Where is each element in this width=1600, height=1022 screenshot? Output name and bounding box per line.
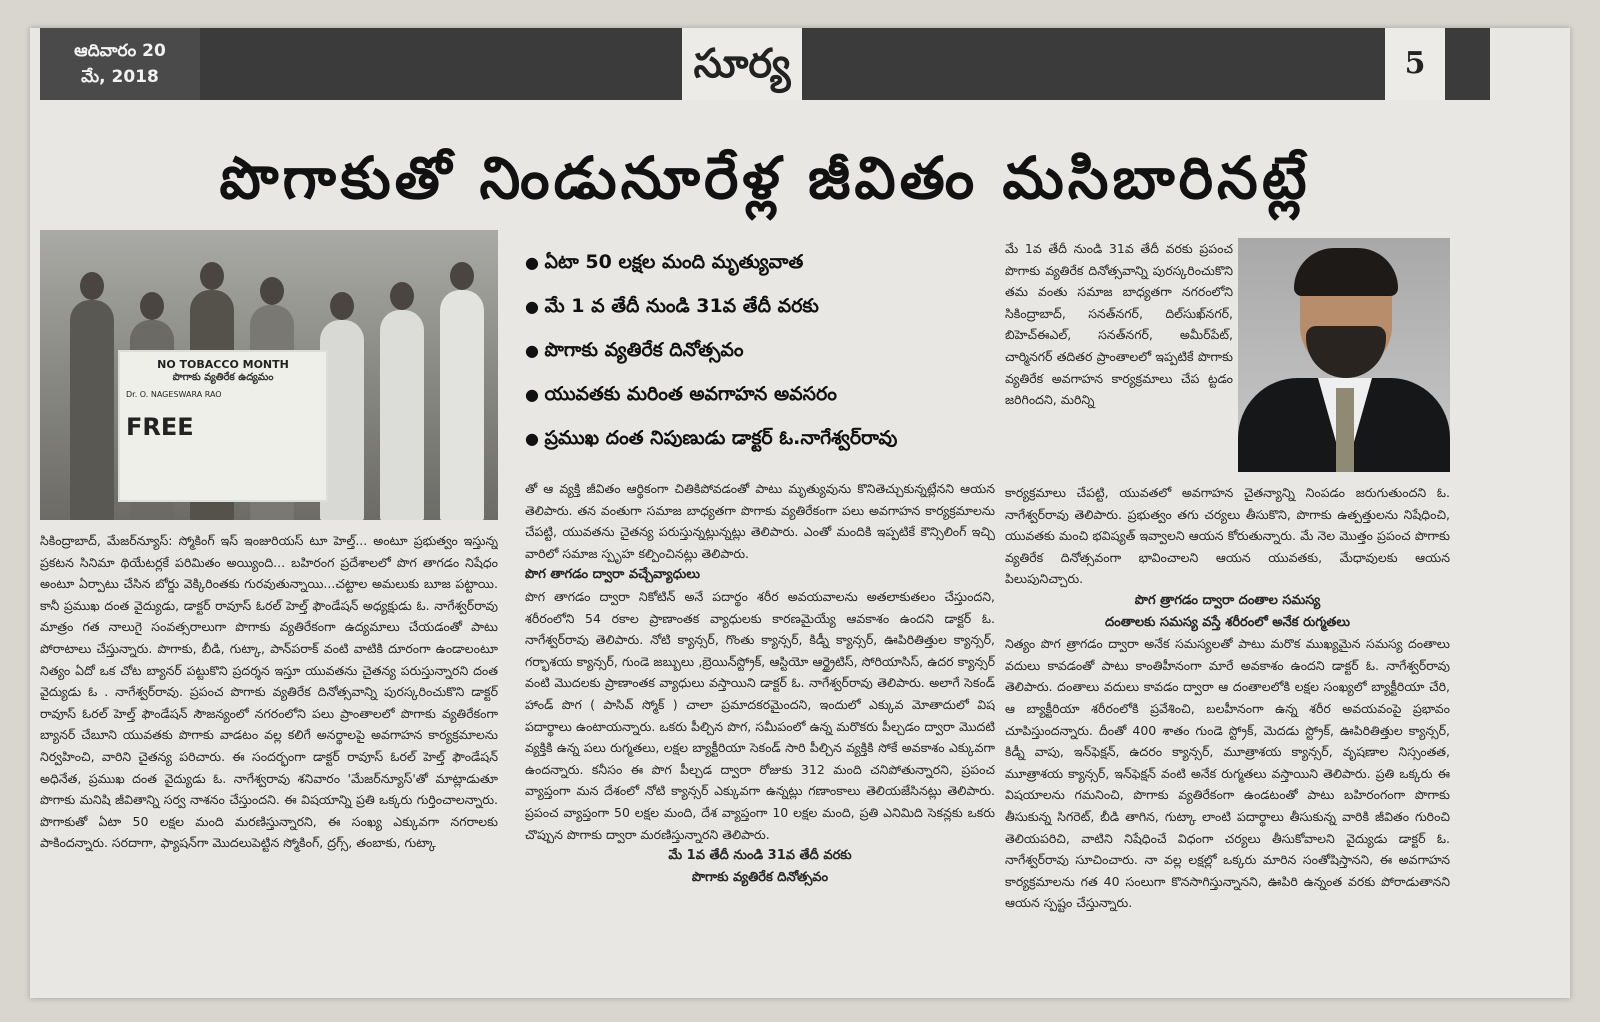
photo-person — [380, 310, 424, 520]
bullet-item: ● ప్రముఖ దంత నిపుణుడు డాక్టర్ ఓ.నాగేశ్వర్‌రావు — [525, 416, 995, 460]
bullet-item: ● పొగాకు వ్యతిరేక దినోత్సవం — [525, 328, 995, 372]
article-column-1 — [40, 530, 498, 970]
article-column-2 — [525, 478, 995, 970]
newspaper-logo: సూర్య — [682, 28, 802, 100]
page-number: 5 — [1385, 28, 1445, 100]
section-subheading: పొగ త్రాగడం ద్వారా దంతాల సమస్య — [1134, 592, 1321, 608]
article-paragraph: నిత్యం పొగ త్రాగడం ద్వారా అనేక సమస్యలతో పాటు మరొక ముఖ్యమైన సమస్య దంతాలు వదులు కావడంతో పాటు కాంతిహీనంగా మారే అవకాశం ఉందని డాక్టర్ ఓ. నాగేశ్వర్‌రావు తెలిపారు. దంతాలు వదులు కావడం ద్వారా ఆ దంతాలలోకి లక్షల సంఖ్యలో బ్యాక్టీరియా చేరి, ఆ బ్యాక్టీరియా శరీరంలోకి ప్రవేశించి, బలహీనంగా ఉన్న శరీర అవయవంపై ప్రభావం చూపిస్తుందన్నారు. దీంతో 400 శాతం గుండె స్ట్రోక్, మెదడు స్ట్రోక్, ఊపిరితిత్తుల క్యాన్సర్, కిడ్నీ వాపు, ఇన్‌ఫెక్షన్, ఉదరం క్యాన్సర్, మూత్రాశయ క్యాన్సర్, వృషణాల నిస్సంతత, మూత్రాశయ క్యాన్సర్, ఇన్‌ఫెక్షన్ వంటి అనేక రుగ్మతలు వస్తాయిని తెలిపారు. ప్రతి ఒక్కరు ఈ విషయాలను గమనించి, పొగాకు వ్యతిరేకంగా ఉండటంతో పాటు బహిరంగంగా పొగాకు తీసుకున్న సిగరెట్, బీడి తాగిన, గుట్కా లాంటి పదార్థాలు తీసుకున్న వారికి జీవితం గురించి తెలియపరిచి, వాటిని నిషేధించే విధంగా చర్యలు తీసుకోవాలని వైద్యుడు డాక్టర్ ఓ. నాగేశ్వర్‌రావు సూచించారు. నా వల్ల లక్షల్లో ఒక్కరు మారిన సంతోషిస్తానని, ఈ అవగాహన కార్యక్రమాలను గత 40 సంలుగా కొనసాగిస్తున్నానని, ఊపిరి ఉన్నంత వరకు పోరాడుతానని ఆయన స్పష్టం చేస్తున్నారు. — [1005, 636, 1450, 911]
highlight-bullets — [525, 240, 995, 470]
masthead-month-year: మే, 2018 — [81, 67, 159, 87]
headline: పొగాకుతో నిండునూరేళ్ల జీవితం మసిబారినట్లే — [219, 144, 1311, 212]
article-paragraph: మే 1వ తేదీ నుండి 31వ తేదీ వరకు ప్రపంచ పొగాకు వ్యతిరేక దినోత్సవాన్ని పురస్కరించుకొని తమ వంతు సమాజ బాధ్యతగా నగరంలోని సికింద్రాబాద్, సనత్‌నగర్, దిల్‌సుఖ్‌నగర్, బిహెచ్‌ఈఎల్, సనత్‌నగర్, అమీర్‌పేట్, చార్మినగర్ తదితర ప్రాంతాలలో ఇప్పటికే పొగాకు వ్యతిరేక అవగాహన కార్యక్రమాలు చేప ట్టడం జరిగిందని, మరిన్ని — [1005, 241, 1233, 408]
doctor-portrait — [1238, 238, 1450, 472]
group-photo — [40, 230, 498, 520]
banner-title: NO TOBACCO MONTH — [157, 358, 289, 371]
photo-person — [70, 300, 114, 520]
box-heading: పొగాకు వ్యతిరేక దినోత్సవం — [691, 869, 829, 885]
article-paragraph: పొగ తాగడం ద్వారా నికోటిన్ అనే పదార్థం శరీర అవయవాలను అతలాకుతలం చేస్తుందని, శరీరంలోని 54 రకాల ప్రాణాంతక వ్యాధులకు కారణమైయ్యే ఆవకాశం ఉందని డాక్టర్ ఓ. నాగేశ్వర్‌రావు తెలిపారు. నోటి క్యాన్సర్, గొంతు క్యాన్సర్, కిడ్నీ క్యాన్సర్, ఊపిరితిత్తుల క్యాన్సర్, గర్భాశయ క్యాన్సర్, గుండె జబ్బులు ,బ్రెయిన్‌స్ట్రోక్, ఆస్టియో ఆర్థ్రైటిస్, సోరియాసిస్, ఉదర క్యాన్సర్ వంటి మొదలకు ప్రాణాంతక వ్యాధులు వస్తాయిని డాక్టర్ ఓ. నాగేశ్వర్‌రావు తెలిపారు. అలాగే సెకండ్ హాండ్ పొగ ( పాసివ్ స్మోక్ ) చాలా ప్రమాదకరమైందని, ఇందులో ఎక్కువ మోతాదులో విష పదార్థాలు ఉంటాయన్నారు. ఒకరు పీల్చిన పొగ, సమీపంలో ఉన్న మరొకరు పీల్చడం ద్వారా మొదటి వ్యక్తికి ఉన్న పలు రుగ్మతలు, లక్షల బ్యాక్టీరియా సెకండ్ సారి పీల్చిన వ్యక్తికి సోకే అవకాశం ఎక్కువగా ఉందన్నారు. కనీసం ఈ పొగ పీల్చడ ద్వారా రోజుకు 312 మంది చనిపోతున్నారని, ప్రపంచ వ్యాప్తంగా మన దేశంలో నోటి క్యాన్సర్ ఎక్కువగా ఉన్నట్లు గణాంకాలు తెలియజేసినట్లు తెలిపారు. ప్రపంచ వ్యాప్తంగా 50 లక్షల మంది, దేశ వ్యాప్తంగా 10 లక్షల మంది, ప్రతి ఎనిమిది సెకన్లకు ఒకరు చొప్పున పొగాకు ద్వారా మరణిస్తున్నారని తెలిపారు. — [525, 588, 995, 842]
article-paragraph: సికింద్రాబాద్, మేజర్‌న్యూస్: స్మోకింగ్ ఇస్ ఇంజురియస్ టూ హెల్త్... అంటూ ప్రభుత్వం ఇస్తున్న ప్రకటన సినిమా థియేటర్లకే పరిమితం అయ్యింది... బహిరంగ ప్రదేశాలలో పొగ తాగడం నిషేధం అంటూ ఏర్పాటు చేసిన బోర్డు వెక్కిరింతకు గురవుతున్నాయి...చట్టాల అమలుకు బూజ పట్టాయి. కానీ ప్రముఖ దంత వైద్యుడు, డాక్టర్ రావూస్ ఓరల్ హెల్త్ ఫౌండేషన్ అధ్యక్షుడు ఓ. నాగేశ్వర్‌రావు మాత్రం గత నాలుగై సంవత్సరాలుగా పొగాకు వ్యతిరేకంగా ఉద్యమాలు చేయడంతో పాటు పోరాటాలు చేస్తున్నారు. పొగాకు, బీడి, గుట్కా, పాన్‌పరాక్ వంటి వాటికి దూరంగా ఉండాలంటూ నిత్యం ఏదో ఒక చోట బ్యానర్ పట్టుకొని ప్రదర్శన ఇస్తూ యువతను చైతన్య పరుస్తున్నారని దంత వైద్యుడు ఓ . నాగేశ్వర్‌రావు. ప్రపంచ పొగాకు వ్యతిరేక దినోత్సవాన్ని పురస్కరించుకొని డాక్టర్ రావూస్ ఓరల్ హెల్త్ ఫౌండేషన్ సౌజన్యంలో నగరంలోని పలు ప్రాంతాలలో పొగాకు వ్యతిరేకంగా బ్యానర్ చేబూని యువతకు పొగాకు వాడటం వల్ల కలిగే అనర్థాలపై అవగాహన కార్యక్రమాలను నిర్వహించి, వారిని చైతన్య పరిచారు. ఈ సందర్భంగా డాక్టర్ రావూస్ ఓరల్ హెల్త్ ఫౌండేషన్ అధినేత, ప్రముఖ దంత వైద్యుడు ఓ. నాగేశ్వరావు శనివారం 'మేజర్‌న్యూస్'తో మాట్లాడుతూ పొగాకు మనిషి జీవితాన్ని సర్వ నాశనం చేస్తుందని. ఈ విషయాన్ని ప్రతి ఒక్కరు గుర్తించాలన్నారు. పొగాకుతో ఏటా 50 లక్షల మంది మరణిస్తున్నారని, ఈ సంఖ్య ఎక్కువగా నగరాలకు పాకిందన్నారు. సరదాగా, ఫ్యాషన్‌గా మొదలుపెట్టిన స్మోకింగ్, ద్రగ్స్, తంబాకు, గుట్కా — [40, 533, 498, 851]
photo-person — [440, 290, 484, 520]
bullet-item: ● యువతకు మరింత అవగాహన అవసరం — [525, 372, 995, 416]
masthead-day: ఆదివారం 20 — [74, 41, 166, 61]
banner-free: FREE — [126, 413, 194, 441]
anti-tobacco-banner — [118, 350, 328, 502]
banner-doctor: Dr. O. NAGESWARA RAO — [126, 390, 222, 399]
article-paragraph: కార్యక్రమాలు చేపట్టి, యువతలో అవగాహన చైతన్యాన్ని నింపడం జరుగుతుందని ఓ. నాగేశ్వర్‌రావు తెలిపారు. ప్రభుత్వం తగు చర్యలు తీసుకొని, పొగాకు ఉత్పత్తులను నిషేధించి, యువతకు మంచి భవిష్యత్ ఇవ్వాలని ఆయన కోరుతున్నారు. మే నెల మొత్తం ప్రపంచ పొగాకు వ్యతిరేక దినోత్సవంగా భావించాలని ఆయన యువతకు, మేధావులకు ఆయన పిలుపునిచ్చారు. — [1005, 485, 1450, 587]
section-subheading: దంతాలకు సమస్య వస్తే శరీరంలో అనేక రుగ్మతలు — [1104, 614, 1351, 630]
bullet-item: ● ఏటా 50 లక్షల మంది మృత్యువాత — [525, 240, 995, 284]
banner-subtitle: పొగాకు వ్యతిరేక ఉద్యమం — [172, 372, 274, 383]
article-column-3 — [1005, 482, 1450, 970]
section-subheading: పొగ తాగడం ద్వారా వచ్చేవ్యాధులు — [525, 567, 700, 583]
bullet-item: ● మే 1 వ తేదీ నుండి 31వ తేదీ వరకు — [525, 284, 995, 328]
article-paragraph: తో ఆ వ్యక్తి జీవితం ఆర్థికంగా చితికిపోవడంతో పాటు మృత్యువును కొనితెచ్చుకున్నట్లేనని ఆయన తెలిపారు. తన వంతుగా సమాజ బాధ్యతగా పొగాకు వ్యతిరేకంగా పలు అవగాహన కార్యక్రమాలను చేపట్టి, యువతను చైతన్య పరుస్తున్నట్లున్నట్లు తెలిపారు. ఎంతో మందికి ఇప్పటికే కౌన్సిలింగ్ ఇచ్చి వారిలో సమాజ స్పృహ కల్పించినట్లు తెలిపారు. — [525, 481, 995, 561]
masthead-date — [40, 28, 200, 100]
box-heading: మే 1వ తేదీ నుండి 31వ తేదీ వరకు — [668, 848, 852, 864]
article-column-3-top — [1005, 238, 1233, 478]
